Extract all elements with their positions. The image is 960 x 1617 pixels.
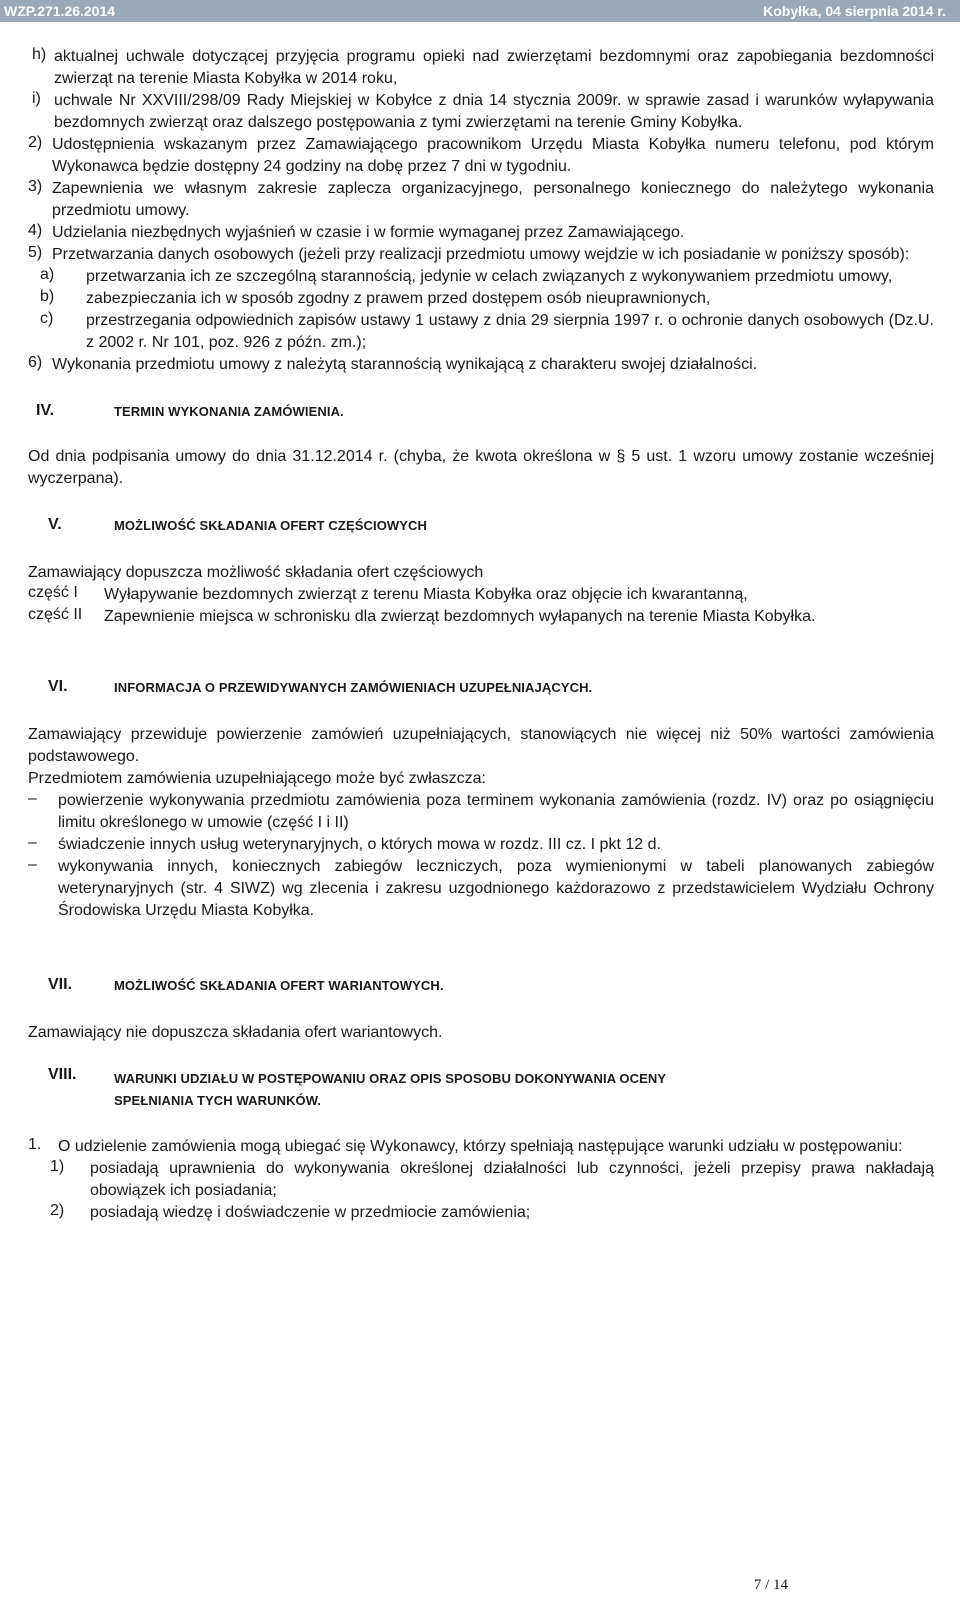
item-marker: b) xyxy=(40,288,55,305)
item-text: Przetwarzania danych osobowych (jeżeli przy realizacji przedmiotu umowy wejdzie w ich posiadanie w poniższy sposób): xyxy=(52,246,910,263)
parts-list xyxy=(28,584,934,628)
item-marker: c) xyxy=(40,310,54,327)
place-date: Kobyłka, 04 sierpnia 2014 r. xyxy=(763,3,946,19)
section-heading xyxy=(28,976,934,1000)
section-numeral: V. xyxy=(48,516,62,533)
section-title: TERMIN WYKONANIA ZAMÓWIENIA. xyxy=(114,404,344,419)
dash-item xyxy=(28,790,934,834)
list-item xyxy=(28,46,934,90)
sub-list-item xyxy=(28,266,934,288)
section-text: Od dnia podpisania umowy do dnia 31.12.2014 r. (chyba, że kwota określona w § 5 ust. 1 wzoru umowy zostanie wcześniej wyczerpana). xyxy=(28,448,934,487)
sub-list-item xyxy=(28,310,934,354)
item-marker: 3) xyxy=(28,178,43,195)
item-text: Zapewnienia we własnym zakresie zaplecza organizacyjnego, personalnego koniecznego do należytego wykonania przedmiotu umowy. xyxy=(52,180,934,219)
item-marker: 5) xyxy=(28,244,43,261)
list-item xyxy=(28,134,934,178)
list-item xyxy=(28,1136,934,1158)
section-text: Zamawiający nie dopuszcza składania ofert wariantowych. xyxy=(28,1024,443,1041)
sub-list-item xyxy=(28,1202,934,1224)
dash-marker: – xyxy=(28,790,37,807)
document-body xyxy=(28,46,934,1224)
list-item xyxy=(28,178,934,222)
item-text: Udzielania niezbędnych wyjaśnień w czasie i w formie wymaganej przez Zamawiającego. xyxy=(52,224,685,241)
section-numeral: VII. xyxy=(48,976,73,993)
list-item xyxy=(28,90,934,134)
item-text: przetwarzania ich ze szczególną starannością, jedynie w celach związanych z wykonywaniem przedmiotu umowy, xyxy=(86,268,893,285)
dash-text: świadczenie innych usług weterynaryjnych, o których mowa w rozdz. III cz. I pkt 12 d. xyxy=(58,836,661,853)
part-row xyxy=(28,584,934,606)
item-text: przestrzegania odpowiednich zapisów ustawy 1 ustawy z dnia 29 sierpnia 1997 r. o ochronie danych osobowych (Dz.U. z 2002 r. Nr 101, poz. 926 z późn. zm.); xyxy=(86,312,934,351)
dash-marker: – xyxy=(28,856,37,873)
item-marker: a) xyxy=(40,266,55,283)
section-heading xyxy=(28,516,934,540)
document-id: WZP.271.26.2014 xyxy=(4,3,116,19)
item-text: posiadają wiedzę i doświadczenie w przedmiocie zamówienia; xyxy=(90,1204,531,1221)
dash-text: powierzenie wykonywania przedmiotu zamówienia poza terminem wykonania zamówienia (rozdz. IV) oraz po osiągnięciu limitu określonego w umowie (część I i II) xyxy=(58,792,934,831)
sub-list-item xyxy=(28,1158,934,1202)
section-heading xyxy=(28,402,934,426)
section-title-line: WARUNKI UDZIAŁU W POSTĘPOWANIU ORAZ OPIS SPOSOBU DOKONYWANIA OCENY xyxy=(114,1071,667,1086)
section-title: INFORMACJA O PRZEWIDYWANYCH ZAMÓWIENIACH UZUPEŁNIAJĄCYCH. xyxy=(114,680,593,695)
part-row xyxy=(28,606,934,628)
section-numeral: IV. xyxy=(36,402,55,419)
item-text: Udostępnienia wskazanym przez Zamawiającego pracownikom Urzędu Miasta Kobyłka numeru telefonu, pod którym Wykonawca będzie dostępny 24 godziny na dobę przez 7 dni w tygodniu. xyxy=(52,136,934,175)
part-label: część I xyxy=(28,584,78,601)
section-numeral: VIII. xyxy=(48,1066,77,1083)
list-item xyxy=(28,244,934,266)
part-text: Zapewnienie miejsca w schronisku dla zwierząt bezdomnych wyłapanych na terenie Miasta Kobyłka. xyxy=(104,608,816,625)
item-text: Wykonania przedmiotu umowy z należytą starannością wynikającą z charakteru swojej działalności. xyxy=(52,356,758,373)
section-title: MOŻLIWOŚĆ SKŁADANIA OFERT WARIANTOWYCH. xyxy=(114,978,444,993)
item-text: uchwale Nr XXVIII/298/09 Rady Miejskiej w Kobyłce z dnia 14 stycznia 2009r. w sprawie zasad i warunków wyłapywania bezdomnych zwierząt oraz dalszego postępowania z tymi zwierzętami na terenie Gminy Kobyłka. xyxy=(54,92,934,131)
item-text: posiadają uprawnienia do wykonywania określonej działalności lub czynności, jeżeli przepisy prawa nakładają obowiązek ich posiadania; xyxy=(90,1160,934,1199)
dash-marker: – xyxy=(28,834,37,851)
item-marker: 6) xyxy=(28,354,43,371)
dash-item xyxy=(28,834,934,856)
section-title-line: SPEŁNIANIA TYCH WARUNKÓW. xyxy=(114,1093,322,1108)
section-title xyxy=(114,1068,666,1112)
section-text: Zamawiający przewiduje powierzenie zamówień uzupełniających, stanowiących nie więcej niż 50% wartości zamówienia podstawowego. xyxy=(28,726,934,765)
page-number: 7 / 14 xyxy=(753,1577,788,1593)
sub-list-item xyxy=(28,288,934,310)
dash-item xyxy=(28,856,934,922)
dash-text: wykonywania innych, koniecznych zabiegów leczniczych, poza wymienionymi w tabeli planowanych zabiegów weterynaryjnych (str. 4 SIWZ) wg zlecenia i zakresu uzgodnionego każdorazowo z przedstawicielem Wydziału Ochrony Środowiska Urzędu Miasta Kobyłka. xyxy=(58,858,934,919)
item-marker: h) xyxy=(32,46,47,63)
item-marker: i) xyxy=(32,90,41,107)
section-title: MOŻLIWOŚĆ SKŁADANIA OFERT CZĘŚCIOWYCH xyxy=(114,518,428,533)
list-item xyxy=(28,222,934,244)
item-marker: 4) xyxy=(28,222,43,239)
section-heading xyxy=(28,678,934,702)
section-heading xyxy=(28,1066,934,1112)
list-item xyxy=(28,354,934,376)
item-text: zabezpieczania ich w sposób zgodny z prawem przed dostępem osób nieuprawnionych, xyxy=(86,290,711,307)
section-numeral: VI. xyxy=(48,678,68,695)
item-text: aktualnej uchwale dotyczącej przyjęcia programu opieki nad zwierzętami bezdomnymi oraz zapobiegania bezdomności zwierząt na terenie Miasta Kobyłka w 2014 roku, xyxy=(54,48,934,87)
item-marker: 2) xyxy=(50,1202,65,1219)
item-marker: 1) xyxy=(50,1158,65,1175)
item-text: O udzielenie zamówienia mogą ubiegać się Wykonawcy, którzy spełniają następujące warunki udziału w postępowaniu: xyxy=(58,1138,903,1155)
section-text: Zamawiający dopuszcza możliwość składania ofert częściowych xyxy=(28,564,484,581)
section-text: Przedmiotem zamówienia uzupełniającego może być zwłaszcza: xyxy=(28,770,486,787)
item-marker: 2) xyxy=(28,134,43,151)
item-marker: 1. xyxy=(28,1136,42,1153)
part-label: część II xyxy=(28,606,83,623)
page-header xyxy=(0,0,960,22)
part-text: Wyłapywanie bezdomnych zwierząt z terenu Miasta Kobyłka oraz objęcie ich kwarantanną, xyxy=(104,586,748,603)
